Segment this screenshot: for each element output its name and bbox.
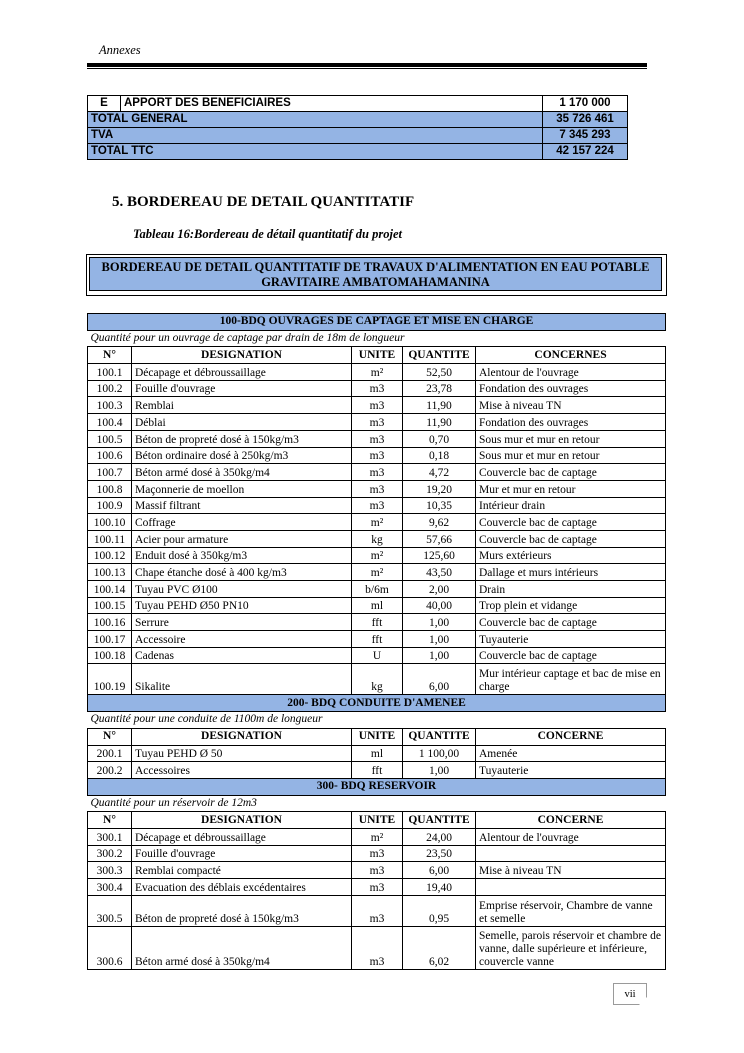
item-unit: m3	[352, 380, 403, 397]
table-row	[88, 514, 666, 531]
item-unit: kg	[352, 664, 403, 695]
summary-value: 35 726 461	[543, 112, 628, 128]
item-concern: Trop plein et vidange	[476, 597, 666, 614]
item-concern: Murs extérieurs	[476, 547, 666, 564]
table-row	[88, 464, 666, 481]
summary-value: 42 157 224	[543, 144, 628, 160]
col-header-unit: UNITE	[352, 347, 403, 364]
table-row	[88, 414, 666, 431]
item-number: 100.8	[88, 480, 132, 497]
item-unit: fft	[352, 762, 403, 779]
item-quantity: 1 100,00	[403, 745, 476, 762]
table-row	[88, 762, 666, 779]
summary-row	[88, 96, 628, 112]
item-number: 100.6	[88, 447, 132, 464]
item-number: 100.17	[88, 631, 132, 648]
summary-row	[88, 128, 628, 144]
item-quantity: 0,95	[403, 895, 476, 926]
item-unit: m²	[352, 547, 403, 564]
table-row	[88, 430, 666, 447]
item-number: 300.6	[88, 926, 132, 969]
item-quantity: 40,00	[403, 597, 476, 614]
item-concern: Couvercle bac de captage	[476, 647, 666, 664]
item-designation: Décapage et débroussaillage	[132, 364, 352, 381]
item-designation: Chape étanche dosé à 400 kg/m3	[132, 564, 352, 581]
item-unit: m3	[352, 480, 403, 497]
item-designation: Cadenas	[132, 647, 352, 664]
item-unit: U	[352, 647, 403, 664]
item-number: 300.2	[88, 845, 132, 862]
item-unit: b/6m	[352, 581, 403, 598]
item-number: 100.1	[88, 364, 132, 381]
item-quantity: 125,60	[403, 547, 476, 564]
item-designation: Béton armé dosé à 350kg/m4	[132, 464, 352, 481]
item-concern: Fondation des ouvrages	[476, 414, 666, 431]
running-header: Annexes	[99, 43, 141, 57]
table-row	[88, 828, 666, 845]
item-quantity: 11,90	[403, 414, 476, 431]
item-number: 200.2	[88, 762, 132, 779]
table-row	[88, 631, 666, 648]
summary-label: TOTAL TTC	[88, 144, 543, 160]
item-number: 100.12	[88, 547, 132, 564]
item-unit: m3	[352, 414, 403, 431]
item-number: 100.14	[88, 581, 132, 598]
table-row	[88, 845, 666, 862]
item-quantity: 11,90	[403, 397, 476, 414]
table-row	[88, 647, 666, 664]
item-quantity: 9,62	[403, 514, 476, 531]
item-unit: m²	[352, 564, 403, 581]
item-designation: Béton ordinaire dosé à 250kg/m3	[132, 447, 352, 464]
item-quantity: 6,00	[403, 664, 476, 695]
item-designation: Béton de propreté dosé à 150kg/m3	[132, 895, 352, 926]
item-designation: Acier pour armature	[132, 530, 352, 547]
item-quantity: 23,50	[403, 845, 476, 862]
item-designation: Accessoires	[132, 762, 352, 779]
summary-label: APPORT DES BENEFICIAIRES	[121, 96, 543, 112]
item-number: 100.5	[88, 430, 132, 447]
col-header-number: N°	[88, 728, 132, 745]
section-header: 300- BDQ RESERVOIR	[88, 778, 666, 795]
col-header-quantity: QUANTITE	[403, 347, 476, 364]
section-note: Quantité pour une conduite de 1100m de longueur	[88, 712, 666, 729]
item-unit: m²	[352, 828, 403, 845]
item-unit: m3	[352, 926, 403, 969]
item-designation: Tuyau PEHD Ø50 PN10	[132, 597, 352, 614]
item-number: 100.3	[88, 397, 132, 414]
summary-row	[88, 144, 628, 160]
item-number: 100.19	[88, 664, 132, 695]
quantity-table	[87, 313, 666, 970]
section-header: 200- BDQ CONDUITE D'AMENEE	[88, 695, 666, 712]
col-header-number: N°	[88, 812, 132, 829]
summary-code: E	[88, 96, 121, 112]
item-designation: Maçonnerie de moellon	[132, 480, 352, 497]
item-quantity: 52,50	[403, 364, 476, 381]
item-quantity: 0,18	[403, 447, 476, 464]
item-quantity: 19,20	[403, 480, 476, 497]
table-row	[88, 614, 666, 631]
item-unit: m3	[352, 895, 403, 926]
item-number: 100.11	[88, 530, 132, 547]
item-unit: m3	[352, 464, 403, 481]
item-concern	[476, 879, 666, 896]
item-quantity: 6,00	[403, 862, 476, 879]
item-designation: Serrure	[132, 614, 352, 631]
item-unit: fft	[352, 631, 403, 648]
section-note-row	[88, 795, 666, 812]
item-number: 300.4	[88, 879, 132, 896]
item-unit: m3	[352, 862, 403, 879]
page-number: vii	[613, 983, 647, 1005]
item-concern: Couvercle bac de captage	[476, 530, 666, 547]
banner-line: GRAVITAIRE AMBATOMAHAMANINA	[261, 275, 490, 289]
col-header-unit: UNITE	[352, 812, 403, 829]
item-number: 300.1	[88, 828, 132, 845]
section-header-row	[88, 695, 666, 712]
table-row	[88, 480, 666, 497]
summary-row	[88, 112, 628, 128]
item-designation: Décapage et débroussaillage	[132, 828, 352, 845]
item-quantity: 10,35	[403, 497, 476, 514]
item-unit: ml	[352, 597, 403, 614]
section-note-row	[88, 712, 666, 729]
table-row	[88, 397, 666, 414]
item-number: 200.1	[88, 745, 132, 762]
item-concern: Sous mur et mur en retour	[476, 447, 666, 464]
column-header-row	[88, 347, 666, 364]
item-concern: Couvercle bac de captage	[476, 614, 666, 631]
item-designation: Remblai compacté	[132, 862, 352, 879]
item-number: 100.18	[88, 647, 132, 664]
col-header-designation: DESIGNATION	[132, 728, 352, 745]
column-header-row	[88, 728, 666, 745]
summary-label: TVA	[88, 128, 543, 144]
table-row	[88, 926, 666, 969]
item-quantity: 57,66	[403, 530, 476, 547]
column-header-row	[88, 812, 666, 829]
col-header-quantity: QUANTITE	[403, 812, 476, 829]
item-quantity: 23,78	[403, 380, 476, 397]
item-number: 100.16	[88, 614, 132, 631]
item-designation: Massif filtrant	[132, 497, 352, 514]
item-unit: m3	[352, 447, 403, 464]
item-number: 300.5	[88, 895, 132, 926]
item-unit: m3	[352, 497, 403, 514]
table-caption: Tableau 16:Bordereau de détail quantitatif du projet	[133, 227, 402, 241]
table-row	[88, 895, 666, 926]
item-number: 100.9	[88, 497, 132, 514]
item-designation: Coffrage	[132, 514, 352, 531]
table-row	[88, 745, 666, 762]
item-unit: m²	[352, 364, 403, 381]
table-row	[88, 547, 666, 564]
table-row	[88, 380, 666, 397]
table-row	[88, 862, 666, 879]
table-row	[88, 447, 666, 464]
section-header-row	[88, 314, 666, 331]
section-header-row	[88, 778, 666, 795]
item-designation: Accessoire	[132, 631, 352, 648]
item-designation: Enduit dosé à 350kg/m3	[132, 547, 352, 564]
item-designation: Fouille d'ouvrage	[132, 845, 352, 862]
section-note: Quantité pour un ouvrage de captage par drain de 18m de longueur	[88, 330, 666, 347]
item-number: 100.13	[88, 564, 132, 581]
table-row	[88, 597, 666, 614]
item-concern: Mise à niveau TN	[476, 862, 666, 879]
col-header-designation: DESIGNATION	[132, 347, 352, 364]
item-concern: Tuyauterie	[476, 762, 666, 779]
item-designation: Béton armé dosé à 350kg/m4	[132, 926, 352, 969]
item-concern: Couvercle bac de captage	[476, 464, 666, 481]
item-concern: Couvercle bac de captage	[476, 514, 666, 531]
item-concern: Fondation des ouvrages	[476, 380, 666, 397]
item-quantity: 19,40	[403, 879, 476, 896]
item-designation: Fouille d'ouvrage	[132, 380, 352, 397]
col-header-unit: UNITE	[352, 728, 403, 745]
section-note: Quantité pour un réservoir de 12m3	[88, 795, 666, 812]
item-concern: Intérieur drain	[476, 497, 666, 514]
item-concern: Semelle, parois réservoir et chambre de vanne, dalle supérieure et inférieure, couvercle vanne	[476, 926, 666, 969]
item-number: 100.2	[88, 380, 132, 397]
header-rule-thin	[87, 68, 647, 69]
item-quantity: 1,00	[403, 631, 476, 648]
item-concern: Alentour de l'ouvrage	[476, 364, 666, 381]
col-header-number: N°	[88, 347, 132, 364]
item-designation: Béton de propreté dosé à 150kg/m3	[132, 430, 352, 447]
item-unit: m²	[352, 514, 403, 531]
summary-value: 1 170 000	[543, 96, 628, 112]
item-concern: Mur intérieur captage et bac de mise en charge	[476, 664, 666, 695]
table-banner	[89, 257, 662, 291]
col-header-designation: DESIGNATION	[132, 812, 352, 829]
table-row	[88, 581, 666, 598]
item-quantity: 0,70	[403, 430, 476, 447]
item-designation: Tuyau PEHD Ø 50	[132, 745, 352, 762]
item-quantity: 43,50	[403, 564, 476, 581]
col-header-quantity: QUANTITE	[403, 728, 476, 745]
item-unit: ml	[352, 745, 403, 762]
section-note-row	[88, 330, 666, 347]
item-concern	[476, 845, 666, 862]
item-quantity: 24,00	[403, 828, 476, 845]
item-number: 100.15	[88, 597, 132, 614]
item-unit: m3	[352, 845, 403, 862]
summary-label: TOTAL GENERAL	[88, 112, 543, 128]
table-row	[88, 664, 666, 695]
item-number: 100.10	[88, 514, 132, 531]
summary-value: 7 345 293	[543, 128, 628, 144]
item-unit: m3	[352, 879, 403, 896]
item-quantity: 2,00	[403, 581, 476, 598]
item-concern: Mise à niveau TN	[476, 397, 666, 414]
item-concern: Drain	[476, 581, 666, 598]
table-row	[88, 497, 666, 514]
section-title: 5. BORDEREAU DE DETAIL QUANTITATIF	[112, 194, 415, 210]
table-row	[88, 530, 666, 547]
header-rule	[87, 63, 647, 67]
item-designation: Tuyau PVC Ø100	[132, 581, 352, 598]
item-unit: m3	[352, 430, 403, 447]
item-number: 300.3	[88, 862, 132, 879]
item-unit: fft	[352, 614, 403, 631]
item-quantity: 4,72	[403, 464, 476, 481]
item-number: 100.4	[88, 414, 132, 431]
item-number: 100.7	[88, 464, 132, 481]
item-quantity: 6,02	[403, 926, 476, 969]
item-concern: Emprise réservoir, Chambre de vanne et semelle	[476, 895, 666, 926]
item-concern: Tuyauterie	[476, 631, 666, 648]
item-designation: Remblai	[132, 397, 352, 414]
section-header: 100-BDQ OUVRAGES DE CAPTAGE ET MISE EN CHARGE	[88, 314, 666, 331]
item-designation: Evacuation des déblais excédentaires	[132, 879, 352, 896]
col-header-concern: CONCERNES	[476, 347, 666, 364]
table-row	[88, 879, 666, 896]
col-header-concern: CONCERNE	[476, 728, 666, 745]
item-concern: Alentour de l'ouvrage	[476, 828, 666, 845]
banner-line: BORDEREAU DE DETAIL QUANTITATIF DE TRAVAUX D'ALIMENTATION EN EAU POTABLE	[101, 260, 650, 274]
item-unit: kg	[352, 530, 403, 547]
item-concern: Sous mur et mur en retour	[476, 430, 666, 447]
col-header-concern: CONCERNE	[476, 812, 666, 829]
item-quantity: 1,00	[403, 762, 476, 779]
item-unit: m3	[352, 397, 403, 414]
item-quantity: 1,00	[403, 614, 476, 631]
item-concern: Amenée	[476, 745, 666, 762]
item-designation: Déblai	[132, 414, 352, 431]
item-concern: Mur et mur en retour	[476, 480, 666, 497]
table-row	[88, 364, 666, 381]
table-row	[88, 564, 666, 581]
item-concern: Dallage et murs intérieurs	[476, 564, 666, 581]
item-designation: Sikalite	[132, 664, 352, 695]
item-quantity: 1,00	[403, 647, 476, 664]
summary-table	[87, 95, 628, 160]
